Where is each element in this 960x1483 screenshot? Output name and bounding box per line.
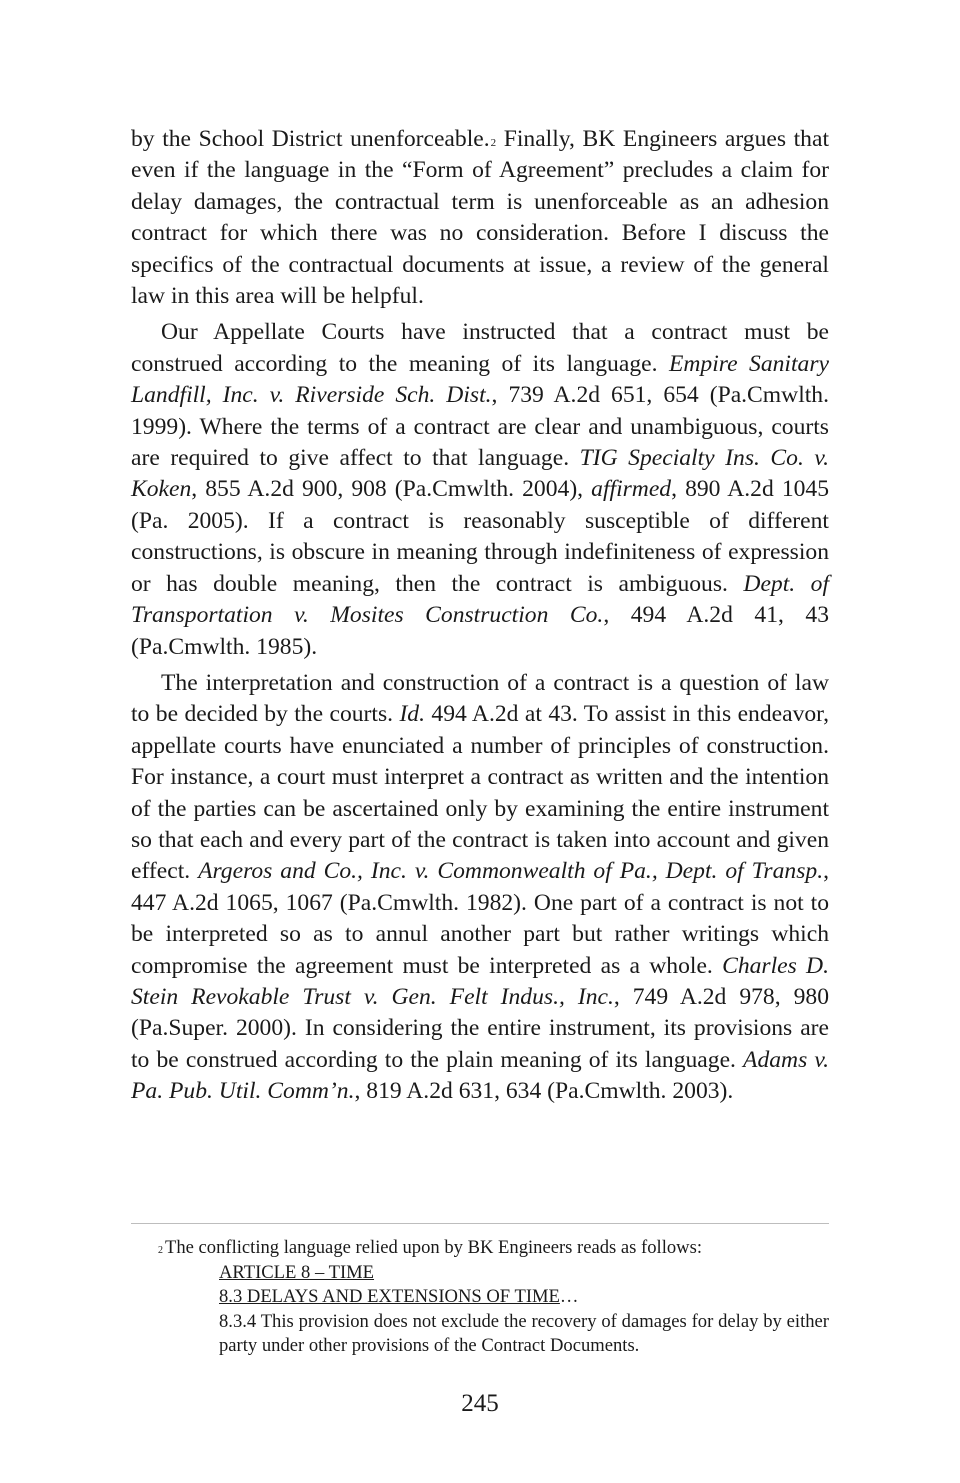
text-run: , 890 A.2d 1045 (Pa. 2005). If a contract is reasonably susceptible of different constructions, is obscure in meaning through indefiniteness of expression or has double meaning, then the contract is ambiguous.: [131, 476, 830, 597]
paragraph-3: [131, 668, 829, 1108]
text-run: , 855 A.2d 900, 908 (Pa.Cmwlth. 2004),: [191, 476, 592, 503]
text-run: Finally, BK Engineers argues that even if the language in the “Form of Agreement” precludes a claim for delay damages, the contractual term is unenforceable as an adhesion contract for which there was no consideration. Before I discuss the specifics of the contractual documents at issue, a review of the general law in this area will be helpful.: [131, 126, 829, 310]
case-citation: Charles D. Stein Revokable Trust v. Gen. Felt Indus., Inc.: [131, 952, 829, 1010]
body-text: [131, 124, 829, 1113]
page-number: 245: [461, 1390, 499, 1417]
paragraph-1: [131, 124, 829, 312]
text-run: , 494 A.2d 41, 43 (Pa.Cmwlth. 1985).: [131, 602, 830, 660]
text-run: 494 A.2d at 43. To assist in this endeavor, appellate courts have enunciated a number of principles of construction. For instance, a court must interpret a contract as written and the intention of the parties can be ascertained only by examining the entire instrument so that each and every part of the contract is taken into account and given effect.: [131, 701, 829, 885]
text-run: Our Appellate Courts have instructed that a contract must be construed according to the meaning of its language.: [131, 319, 829, 377]
case-citation: Id.: [399, 701, 426, 728]
footnote-article-heading: ARTICLE 8 – TIME: [219, 1261, 375, 1283]
footnote-section-heading: 8.3 DELAYS AND EXTENSIONS OF TIME: [219, 1286, 560, 1308]
footnote-article-line: [158, 1261, 829, 1286]
text-run: by the School District unenforceable.: [131, 126, 490, 152]
text-run: , 819 A.2d 631, 634 (Pa.Cmwlth. 2003).: [354, 1078, 734, 1105]
footnote-number: 2: [158, 1245, 163, 1256]
case-citation: TIG Specialty Ins. Co. v. Koken: [131, 445, 829, 503]
footnote-intro-line: [158, 1236, 829, 1261]
case-citation: affirmed: [591, 476, 672, 503]
case-citation: Dept. of Transportation v. Mosites Construction Co.: [131, 570, 830, 629]
paragraph-2: [131, 317, 829, 662]
footnote-provision: 8.3.4 This provision does not exclude the recovery of damages for delay by either party under other provisions of the Contract Documents.: [219, 1310, 829, 1357]
footnote-section-line: [158, 1285, 829, 1310]
footnote-divider: [131, 1223, 829, 1224]
case-citation: Adams v. Pa. Pub. Util. Comm’n.: [131, 1046, 829, 1105]
text-run: , 749 A.2d 978, 980 (Pa.Super. 2000). In considering the entire instrument, its provisions are to be construed according to the plain meaning of its language.: [131, 983, 829, 1073]
footnote-intro: The conflicting language relied upon by BK Engineers reads as follows:: [165, 1237, 703, 1258]
case-citation: Empire Sanitary Landfill, Inc. v. Riverside Sch. Dist.: [131, 350, 829, 409]
text-run: The interpretation and construction of a contract is a question of law to be decided by the courts.: [131, 669, 829, 728]
text-run: , 447 A.2d 1065, 1067 (Pa.Cmwlth. 1982). One part of a contract is not to be interpreted so as to annul another part but rather writings which compromise the agreement must be interpreted as a whole.: [131, 858, 829, 979]
footnote-block: [158, 1236, 829, 1359]
footnote-reference: 2: [490, 137, 497, 149]
case-citation: Argeros and Co., Inc. v. Commonwealth of Pa., Dept. of Transp.: [198, 858, 824, 885]
text-run: , 739 A.2d 651, 654 (Pa.Cmwlth. 1999). Where the terms of a contract are clear and unambiguous, courts are required to give affect to that language.: [131, 382, 829, 472]
footnote-section-ellipsis: …: [559, 1286, 579, 1308]
